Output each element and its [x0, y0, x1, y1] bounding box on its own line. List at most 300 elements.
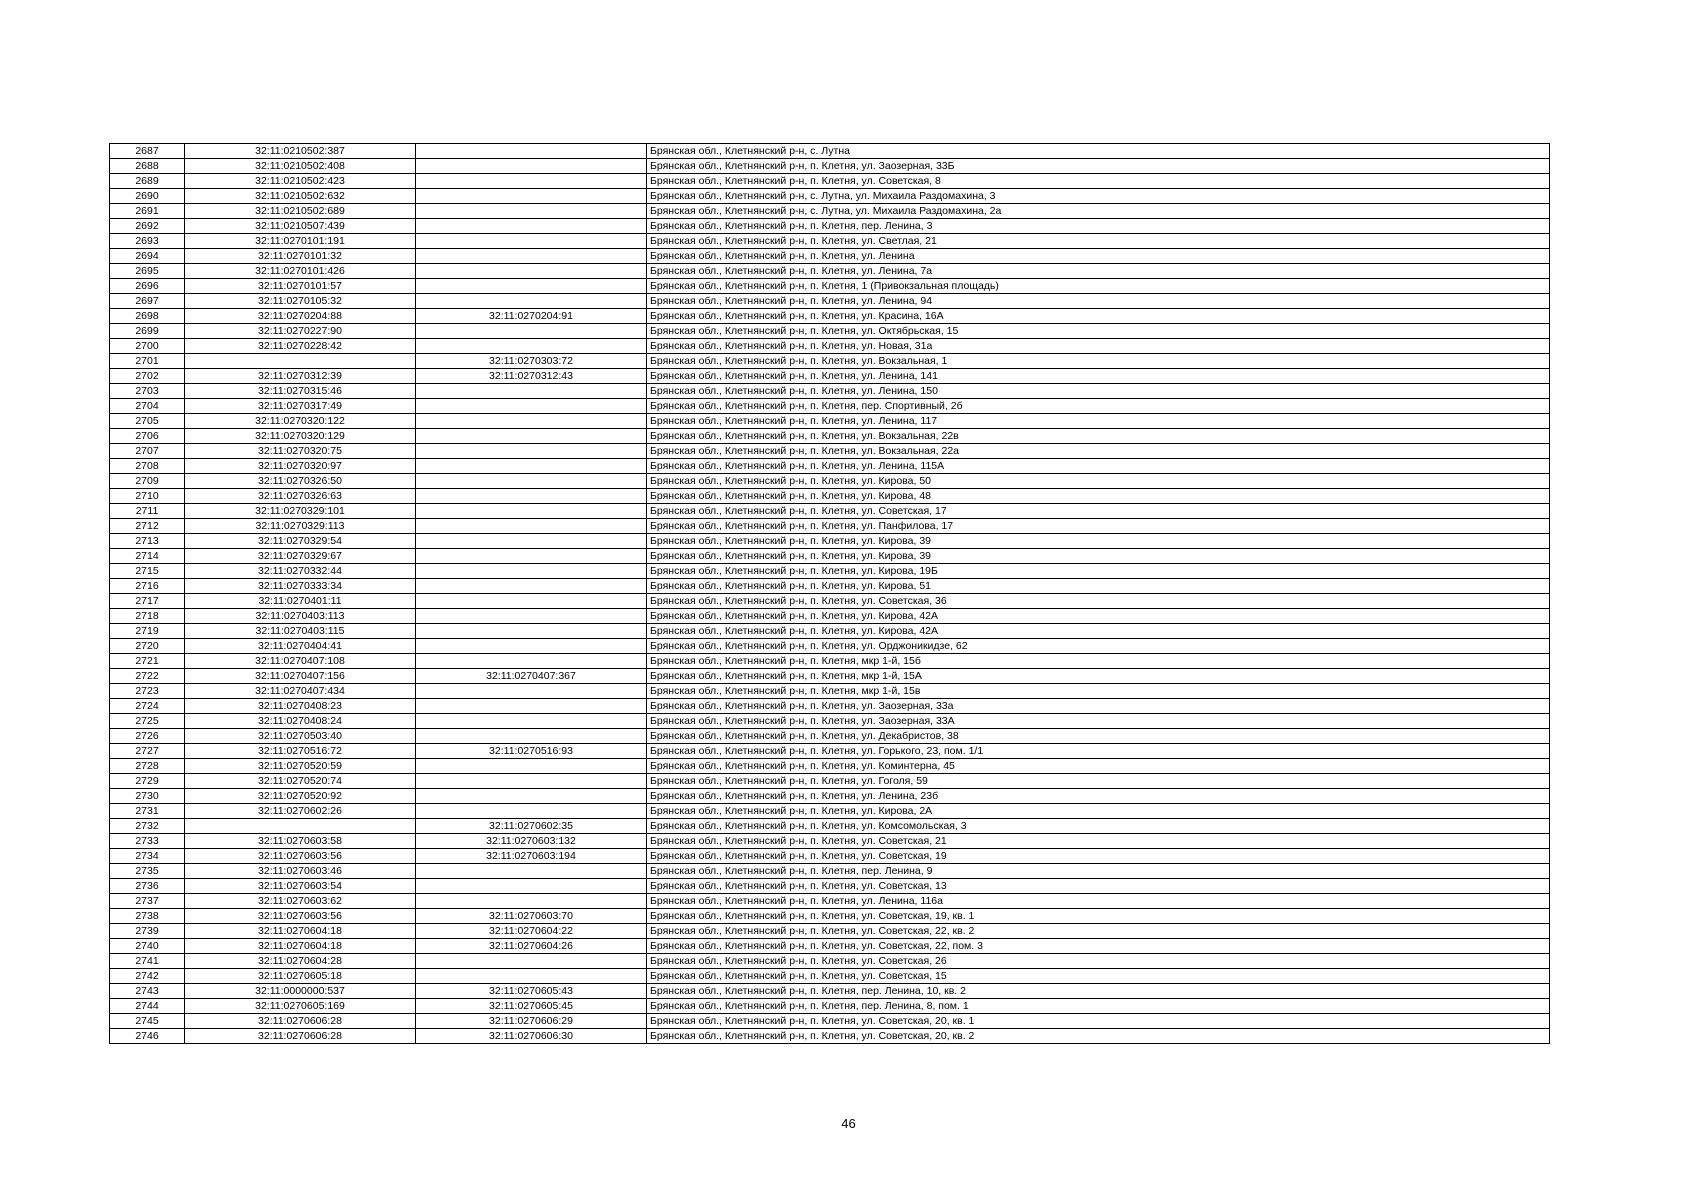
table-row [110, 264, 1550, 279]
table-row [110, 969, 1550, 984]
cadastral-number-cell: 32:11:0270603:58 [185, 834, 416, 849]
building-number-cell [416, 504, 647, 519]
cadastral-number-cell: 32:11:0000000:537 [185, 984, 416, 999]
building-number-cell [416, 699, 647, 714]
building-number-cell: 32:11:0270407:367 [416, 669, 647, 684]
cadastral-number-cell: 32:11:0270605:169 [185, 999, 416, 1014]
table-row [110, 294, 1550, 309]
row-number-cell: 2694 [110, 249, 185, 264]
address-cell: Брянская обл., Клетнянский р-н, п. Клетня, ул. Ленина, 117 [647, 414, 1550, 429]
building-number-cell [416, 804, 647, 819]
row-number-cell: 2711 [110, 504, 185, 519]
table-row [110, 549, 1550, 564]
address-cell: Брянская обл., Клетнянский р-н, п. Клетня, ул. Комсомольская, 3 [647, 819, 1550, 834]
address-cell: Брянская обл., Клетнянский р-н, п. Клетня, ул. Декабристов, 38 [647, 729, 1550, 744]
table-row [110, 624, 1550, 639]
table-row [110, 189, 1550, 204]
table-row [110, 1029, 1550, 1044]
cadastral-number-cell: 32:11:0270401:11 [185, 594, 416, 609]
table-row [110, 474, 1550, 489]
building-number-cell [416, 879, 647, 894]
address-cell: Брянская обл., Клетнянский р-н, п. Клетня, ул. Ленина, 23б [647, 789, 1550, 804]
building-number-cell [416, 339, 647, 354]
table-row [110, 594, 1550, 609]
address-cell: Брянская обл., Клетнянский р-н, п. Клетня, ул. Коминтерна, 45 [647, 759, 1550, 774]
row-number-cell: 2695 [110, 264, 185, 279]
building-number-cell: 32:11:0270516:93 [416, 744, 647, 759]
address-cell: Брянская обл., Клетнянский р-н, п. Клетня, ул. Советская, 26 [647, 954, 1550, 969]
building-number-cell [416, 204, 647, 219]
cadastral-number-cell: 32:11:0270315:46 [185, 384, 416, 399]
cadastral-number-cell: 32:11:0270503:40 [185, 729, 416, 744]
building-number-cell: 32:11:0270603:132 [416, 834, 647, 849]
row-number-cell: 2723 [110, 684, 185, 699]
row-number-cell: 2691 [110, 204, 185, 219]
row-number-cell: 2705 [110, 414, 185, 429]
building-number-cell: 32:11:0270312:43 [416, 369, 647, 384]
address-cell: Брянская обл., Клетнянский р-н, п. Клетня, ул. Советская, 20, кв. 1 [647, 1014, 1550, 1029]
building-number-cell: 32:11:0270605:43 [416, 984, 647, 999]
address-cell: Брянская обл., Клетнянский р-н, п. Клетня, ул. Новая, 31а [647, 339, 1550, 354]
cadastral-number-cell: 32:11:0270603:56 [185, 909, 416, 924]
table-row [110, 819, 1550, 834]
table-row [110, 804, 1550, 819]
row-number-cell: 2699 [110, 324, 185, 339]
cadastral-number-cell: 32:11:0210502:387 [185, 144, 416, 159]
building-number-cell [416, 219, 647, 234]
row-number-cell: 2707 [110, 444, 185, 459]
row-number-cell: 2714 [110, 549, 185, 564]
address-cell: Брянская обл., Клетнянский р-н, п. Клетня, ул. Вокзальная, 1 [647, 354, 1550, 369]
cadastral-number-cell: 32:11:0270333:34 [185, 579, 416, 594]
building-number-cell [416, 264, 647, 279]
building-number-cell [416, 174, 647, 189]
building-number-cell [416, 729, 647, 744]
address-cell: Брянская обл., Клетнянский р-н, п. Клетня, ул. Гоголя, 59 [647, 774, 1550, 789]
table-row [110, 999, 1550, 1014]
table-row [110, 519, 1550, 534]
table-row [110, 924, 1550, 939]
table-row [110, 654, 1550, 669]
cadastral-number-cell: 32:11:0270605:18 [185, 969, 416, 984]
table-row [110, 309, 1550, 324]
cadastral-number-cell: 32:11:0210507:439 [185, 219, 416, 234]
cadastral-number-cell: 32:11:0270604:18 [185, 939, 416, 954]
address-cell: Брянская обл., Клетнянский р-н, п. Клетня, ул. Панфилова, 17 [647, 519, 1550, 534]
building-number-cell [416, 969, 647, 984]
address-cell: Брянская обл., Клетнянский р-н, п. Клетня, пер. Спортивный, 2б [647, 399, 1550, 414]
table-row [110, 864, 1550, 879]
table-row [110, 414, 1550, 429]
row-number-cell: 2729 [110, 774, 185, 789]
cadastral-number-cell: 32:11:0270520:92 [185, 789, 416, 804]
row-number-cell: 2687 [110, 144, 185, 159]
row-number-cell: 2727 [110, 744, 185, 759]
address-cell: Брянская обл., Клетнянский р-н, п. Клетня, ул. Вокзальная, 22в [647, 429, 1550, 444]
row-number-cell: 2716 [110, 579, 185, 594]
address-cell: Брянская обл., Клетнянский р-н, п. Клетня, ул. Советская, 21 [647, 834, 1550, 849]
row-number-cell: 2728 [110, 759, 185, 774]
row-number-cell: 2700 [110, 339, 185, 354]
row-number-cell: 2726 [110, 729, 185, 744]
address-cell: Брянская обл., Клетнянский р-н, п. Клетня, ул. Ленина, 150 [647, 384, 1550, 399]
building-number-cell: 32:11:0270606:29 [416, 1014, 647, 1029]
registry-table-body [110, 144, 1550, 1044]
row-number-cell: 2692 [110, 219, 185, 234]
row-number-cell: 2736 [110, 879, 185, 894]
address-cell: Брянская обл., Клетнянский р-н, п. Клетня, ул. Кирова, 19Б [647, 564, 1550, 579]
address-cell: Брянская обл., Клетнянский р-н, п. Клетня, ул. Советская, 15 [647, 969, 1550, 984]
address-cell: Брянская обл., Клетнянский р-н, п. Клетня, мкр 1-й, 15б [647, 654, 1550, 669]
table-row [110, 564, 1550, 579]
address-cell: Брянская обл., Клетнянский р-н, п. Клетня, мкр 1-й, 15в [647, 684, 1550, 699]
building-number-cell [416, 594, 647, 609]
cadastral-number-cell: 32:11:0270408:24 [185, 714, 416, 729]
cadastral-number-cell: 32:11:0270403:113 [185, 609, 416, 624]
table-row [110, 939, 1550, 954]
row-number-cell: 2708 [110, 459, 185, 474]
row-number-cell: 2737 [110, 894, 185, 909]
address-cell: Брянская обл., Клетнянский р-н, п. Клетня, ул. Кирова, 39 [647, 549, 1550, 564]
row-number-cell: 2744 [110, 999, 185, 1014]
building-number-cell [416, 774, 647, 789]
cadastral-number-cell: 32:11:0210502:408 [185, 159, 416, 174]
address-cell: Брянская обл., Клетнянский р-н, п. Клетня, ул. Ленина [647, 249, 1550, 264]
building-number-cell [416, 564, 647, 579]
address-cell: Брянская обл., Клетнянский р-н, п. Клетня, ул. Советская, 19, кв. 1 [647, 909, 1550, 924]
address-cell: Брянская обл., Клетнянский р-н, п. Клетня, ул. Советская, 22, кв. 2 [647, 924, 1550, 939]
building-number-cell [416, 489, 647, 504]
table-row [110, 684, 1550, 699]
row-number-cell: 2745 [110, 1014, 185, 1029]
address-cell: Брянская обл., Клетнянский р-н, п. Клетня, ул. Советская, 13 [647, 879, 1550, 894]
building-number-cell [416, 639, 647, 654]
building-number-cell [416, 444, 647, 459]
building-number-cell [416, 954, 647, 969]
row-number-cell: 2720 [110, 639, 185, 654]
cadastral-number-cell: 32:11:0210502:423 [185, 174, 416, 189]
cadastral-number-cell: 32:11:0270317:49 [185, 399, 416, 414]
row-number-cell: 2735 [110, 864, 185, 879]
cadastral-number-cell: 32:11:0270320:122 [185, 414, 416, 429]
cadastral-number-cell: 32:11:0270520:59 [185, 759, 416, 774]
address-cell: Брянская обл., Клетнянский р-н, п. Клетня, ул. Советская, 8 [647, 174, 1550, 189]
address-cell: Брянская обл., Клетнянский р-н, п. Клетня, ул. Ленина, 116а [647, 894, 1550, 909]
row-number-cell: 2739 [110, 924, 185, 939]
table-row [110, 774, 1550, 789]
cadastral-number-cell: 32:11:0270407:156 [185, 669, 416, 684]
row-number-cell: 2713 [110, 534, 185, 549]
cadastral-number-cell: 32:11:0270326:50 [185, 474, 416, 489]
cadastral-number-cell: 32:11:0270520:74 [185, 774, 416, 789]
cadastral-number-cell: 32:11:0270105:32 [185, 294, 416, 309]
address-cell: Брянская обл., Клетнянский р-н, п. Клетня, ул. Советская, 36 [647, 594, 1550, 609]
address-cell: Брянская обл., Клетнянский р-н, п. Клетня, пер. Ленина, 10, кв. 2 [647, 984, 1550, 999]
cadastral-number-cell: 32:11:0270204:88 [185, 309, 416, 324]
address-cell: Брянская обл., Клетнянский р-н, п. Клетня, ул. Орджоникидзе, 62 [647, 639, 1550, 654]
table-row [110, 1014, 1550, 1029]
address-cell: Брянская обл., Клетнянский р-н, с. Лутна, ул. Михаила Раздомахина, 3 [647, 189, 1550, 204]
table-row [110, 714, 1550, 729]
building-number-cell [416, 234, 647, 249]
cadastral-number-cell: 32:11:0210502:632 [185, 189, 416, 204]
table-row [110, 984, 1550, 999]
row-number-cell: 2693 [110, 234, 185, 249]
cadastral-number-cell: 32:11:0270320:129 [185, 429, 416, 444]
cadastral-number-cell: 32:11:0270320:75 [185, 444, 416, 459]
building-number-cell: 32:11:0270204:91 [416, 309, 647, 324]
cadastral-number-cell: 32:11:0270329:101 [185, 504, 416, 519]
cadastral-number-cell: 32:11:0270606:28 [185, 1029, 416, 1044]
row-number-cell: 2702 [110, 369, 185, 384]
address-cell: Брянская обл., Клетнянский р-н, п. Клетня, пер. Ленина, 9 [647, 864, 1550, 879]
address-cell: Брянская обл., Клетнянский р-н, п. Клетня, ул. Кирова, 39 [647, 534, 1550, 549]
row-number-cell: 2734 [110, 849, 185, 864]
cadastral-number-cell: 32:11:0270332:44 [185, 564, 416, 579]
building-number-cell [416, 189, 647, 204]
building-number-cell [416, 684, 647, 699]
row-number-cell: 2689 [110, 174, 185, 189]
address-cell: Брянская обл., Клетнянский р-н, п. Клетня, ул. Кирова, 42А [647, 624, 1550, 639]
table-row [110, 429, 1550, 444]
cadastral-number-cell: 32:11:0270603:62 [185, 894, 416, 909]
building-number-cell [416, 159, 647, 174]
table-row [110, 504, 1550, 519]
row-number-cell: 2697 [110, 294, 185, 309]
building-number-cell [416, 654, 647, 669]
cadastral-number-cell: 32:11:0270407:434 [185, 684, 416, 699]
building-number-cell [416, 534, 647, 549]
table-row [110, 744, 1550, 759]
cadastral-number-cell: 32:11:0270101:191 [185, 234, 416, 249]
address-cell: Брянская обл., Клетнянский р-н, п. Клетня, ул. Ленина, 115А [647, 459, 1550, 474]
row-number-cell: 2719 [110, 624, 185, 639]
building-number-cell [416, 279, 647, 294]
address-cell: Брянская обл., Клетнянский р-н, п. Клетня, ул. Советская, 22, пом. 3 [647, 939, 1550, 954]
address-cell: Брянская обл., Клетнянский р-н, п. Клетня, ул. Вокзальная, 22а [647, 444, 1550, 459]
address-cell: Брянская обл., Клетнянский р-н, п. Клетня, ул. Заозерная, 33А [647, 714, 1550, 729]
building-number-cell [416, 414, 647, 429]
address-cell: Брянская обл., Клетнянский р-н, п. Клетня, ул. Советская, 19 [647, 849, 1550, 864]
address-cell: Брянская обл., Клетнянский р-н, п. Клетня, ул. Заозерная, 33а [647, 699, 1550, 714]
cadastral-number-cell: 32:11:0270403:115 [185, 624, 416, 639]
address-cell: Брянская обл., Клетнянский р-н, с. Лутна [647, 144, 1550, 159]
cadastral-number-cell [185, 354, 416, 369]
row-number-cell: 2696 [110, 279, 185, 294]
table-row [110, 609, 1550, 624]
cadastral-number-cell: 32:11:0270408:23 [185, 699, 416, 714]
row-number-cell: 2725 [110, 714, 185, 729]
address-cell: Брянская обл., Клетнянский р-н, п. Клетня, ул. Советская, 20, кв. 2 [647, 1029, 1550, 1044]
address-cell: Брянская обл., Клетнянский р-н, п. Клетня, ул. Заозерная, 33Б [647, 159, 1550, 174]
row-number-cell: 2742 [110, 969, 185, 984]
building-number-cell [416, 474, 647, 489]
address-cell: Брянская обл., Клетнянский р-н, п. Клетня, 1 (Привокзальная площадь) [647, 279, 1550, 294]
table-row [110, 849, 1550, 864]
cadastral-number-cell: 32:11:0270320:97 [185, 459, 416, 474]
building-number-cell: 32:11:0270602:35 [416, 819, 647, 834]
row-number-cell: 2746 [110, 1029, 185, 1044]
table-row [110, 204, 1550, 219]
table-row [110, 879, 1550, 894]
cadastral-number-cell: 32:11:0270603:46 [185, 864, 416, 879]
building-number-cell: 32:11:0270603:70 [416, 909, 647, 924]
building-number-cell [416, 894, 647, 909]
row-number-cell: 2732 [110, 819, 185, 834]
address-cell: Брянская обл., Клетнянский р-н, п. Клетня, ул. Кирова, 50 [647, 474, 1550, 489]
table-row [110, 399, 1550, 414]
table-row [110, 729, 1550, 744]
cadastral-number-cell: 32:11:0270101:426 [185, 264, 416, 279]
cadastral-number-cell: 32:11:0270407:108 [185, 654, 416, 669]
table-row [110, 759, 1550, 774]
building-number-cell [416, 324, 647, 339]
row-number-cell: 2703 [110, 384, 185, 399]
building-number-cell [416, 429, 647, 444]
address-cell: Брянская обл., Клетнянский р-н, п. Клетня, ул. Кирова, 48 [647, 489, 1550, 504]
cadastral-number-cell: 32:11:0270606:28 [185, 1014, 416, 1029]
cadastral-number-cell: 32:11:0270228:42 [185, 339, 416, 354]
building-number-cell [416, 549, 647, 564]
table-row [110, 219, 1550, 234]
building-number-cell: 32:11:0270606:30 [416, 1029, 647, 1044]
building-number-cell [416, 144, 647, 159]
address-cell: Брянская обл., Клетнянский р-н, п. Клетня, ул. Горького, 23, пом. 1/1 [647, 744, 1550, 759]
table-row [110, 354, 1550, 369]
row-number-cell: 2738 [110, 909, 185, 924]
table-row [110, 894, 1550, 909]
address-cell: Брянская обл., Клетнянский р-н, п. Клетня, ул. Ленина, 7а [647, 264, 1550, 279]
row-number-cell: 2743 [110, 984, 185, 999]
table-row [110, 324, 1550, 339]
cadastral-number-cell: 32:11:0270602:26 [185, 804, 416, 819]
table-row [110, 699, 1550, 714]
building-number-cell [416, 759, 647, 774]
building-number-cell [416, 714, 647, 729]
cadastral-number-cell: 32:11:0270603:54 [185, 879, 416, 894]
address-cell: Брянская обл., Клетнянский р-н, п. Клетня, пер. Ленина, 8, пом. 1 [647, 999, 1550, 1014]
cadastral-number-cell: 32:11:0270227:90 [185, 324, 416, 339]
table-row [110, 789, 1550, 804]
cadastral-number-cell [185, 819, 416, 834]
building-number-cell [416, 789, 647, 804]
address-cell: Брянская обл., Клетнянский р-н, п. Клетня, ул. Октябрьская, 15 [647, 324, 1550, 339]
cadastral-number-cell: 32:11:0270329:54 [185, 534, 416, 549]
building-number-cell [416, 864, 647, 879]
address-cell: Брянская обл., Клетнянский р-н, п. Клетня, ул. Светлая, 21 [647, 234, 1550, 249]
row-number-cell: 2731 [110, 804, 185, 819]
page-number: 46 [841, 1116, 856, 1131]
cadastral-number-cell: 32:11:0270326:63 [185, 489, 416, 504]
table-row [110, 444, 1550, 459]
row-number-cell: 2704 [110, 399, 185, 414]
table-row [110, 384, 1550, 399]
building-number-cell [416, 519, 647, 534]
row-number-cell: 2733 [110, 834, 185, 849]
table-row [110, 234, 1550, 249]
address-cell: Брянская обл., Клетнянский р-н, п. Клетня, ул. Красина, 16А [647, 309, 1550, 324]
building-number-cell [416, 459, 647, 474]
row-number-cell: 2730 [110, 789, 185, 804]
address-cell: Брянская обл., Клетнянский р-н, п. Клетня, пер. Ленина, 3 [647, 219, 1550, 234]
address-cell: Брянская обл., Клетнянский р-н, с. Лутна, ул. Михаила Раздомахина, 2а [647, 204, 1550, 219]
building-number-cell [416, 579, 647, 594]
row-number-cell: 2721 [110, 654, 185, 669]
cadastral-number-cell: 32:11:0270404:41 [185, 639, 416, 654]
table-row [110, 834, 1550, 849]
address-cell: Брянская обл., Клетнянский р-н, п. Клетня, ул. Кирова, 42А [647, 609, 1550, 624]
table-row [110, 954, 1550, 969]
cadastral-number-cell: 32:11:0270329:113 [185, 519, 416, 534]
building-number-cell: 32:11:0270605:45 [416, 999, 647, 1014]
cadastral-number-cell: 32:11:0270101:57 [185, 279, 416, 294]
table-row [110, 534, 1550, 549]
table-row [110, 174, 1550, 189]
cadastral-number-cell: 32:11:0270101:32 [185, 249, 416, 264]
cadastral-number-cell: 32:11:0210502:689 [185, 204, 416, 219]
row-number-cell: 2741 [110, 954, 185, 969]
row-number-cell: 2724 [110, 699, 185, 714]
building-number-cell: 32:11:0270603:194 [416, 849, 647, 864]
table-row [110, 249, 1550, 264]
table-row [110, 159, 1550, 174]
row-number-cell: 2740 [110, 939, 185, 954]
row-number-cell: 2709 [110, 474, 185, 489]
address-cell: Брянская обл., Клетнянский р-н, п. Клетня, мкр 1-й, 15А [647, 669, 1550, 684]
row-number-cell: 2690 [110, 189, 185, 204]
address-cell: Брянская обл., Клетнянский р-н, п. Клетня, ул. Ленина, 94 [647, 294, 1550, 309]
table-row [110, 279, 1550, 294]
row-number-cell: 2718 [110, 609, 185, 624]
address-cell: Брянская обл., Клетнянский р-н, п. Клетня, ул. Советская, 17 [647, 504, 1550, 519]
building-number-cell [416, 384, 647, 399]
row-number-cell: 2706 [110, 429, 185, 444]
cadastral-number-cell: 32:11:0270603:56 [185, 849, 416, 864]
cadastral-number-cell: 32:11:0270329:67 [185, 549, 416, 564]
cadastral-number-cell: 32:11:0270604:18 [185, 924, 416, 939]
building-number-cell [416, 294, 647, 309]
address-cell: Брянская обл., Клетнянский р-н, п. Клетня, ул. Кирова, 51 [647, 579, 1550, 594]
cadastral-number-cell: 32:11:0270604:28 [185, 954, 416, 969]
row-number-cell: 2715 [110, 564, 185, 579]
cadastral-number-cell: 32:11:0270516:72 [185, 744, 416, 759]
row-number-cell: 2688 [110, 159, 185, 174]
building-number-cell: 32:11:0270604:22 [416, 924, 647, 939]
address-cell: Брянская обл., Клетнянский р-н, п. Клетня, ул. Кирова, 2А [647, 804, 1550, 819]
row-number-cell: 2701 [110, 354, 185, 369]
table-row [110, 909, 1550, 924]
table-row [110, 579, 1550, 594]
table-row [110, 369, 1550, 384]
property-registry-table [109, 143, 1550, 1044]
building-number-cell [416, 399, 647, 414]
address-cell: Брянская обл., Клетнянский р-н, п. Клетня, ул. Ленина, 141 [647, 369, 1550, 384]
row-number-cell: 2712 [110, 519, 185, 534]
cadastral-number-cell: 32:11:0270312:39 [185, 369, 416, 384]
row-number-cell: 2710 [110, 489, 185, 504]
building-number-cell [416, 249, 647, 264]
table-row [110, 639, 1550, 654]
building-number-cell [416, 609, 647, 624]
table-row [110, 339, 1550, 354]
table-row [110, 489, 1550, 504]
row-number-cell: 2722 [110, 669, 185, 684]
row-number-cell: 2717 [110, 594, 185, 609]
building-number-cell: 32:11:0270604:26 [416, 939, 647, 954]
row-number-cell: 2698 [110, 309, 185, 324]
table-row [110, 459, 1550, 474]
building-number-cell: 32:11:0270303:72 [416, 354, 647, 369]
